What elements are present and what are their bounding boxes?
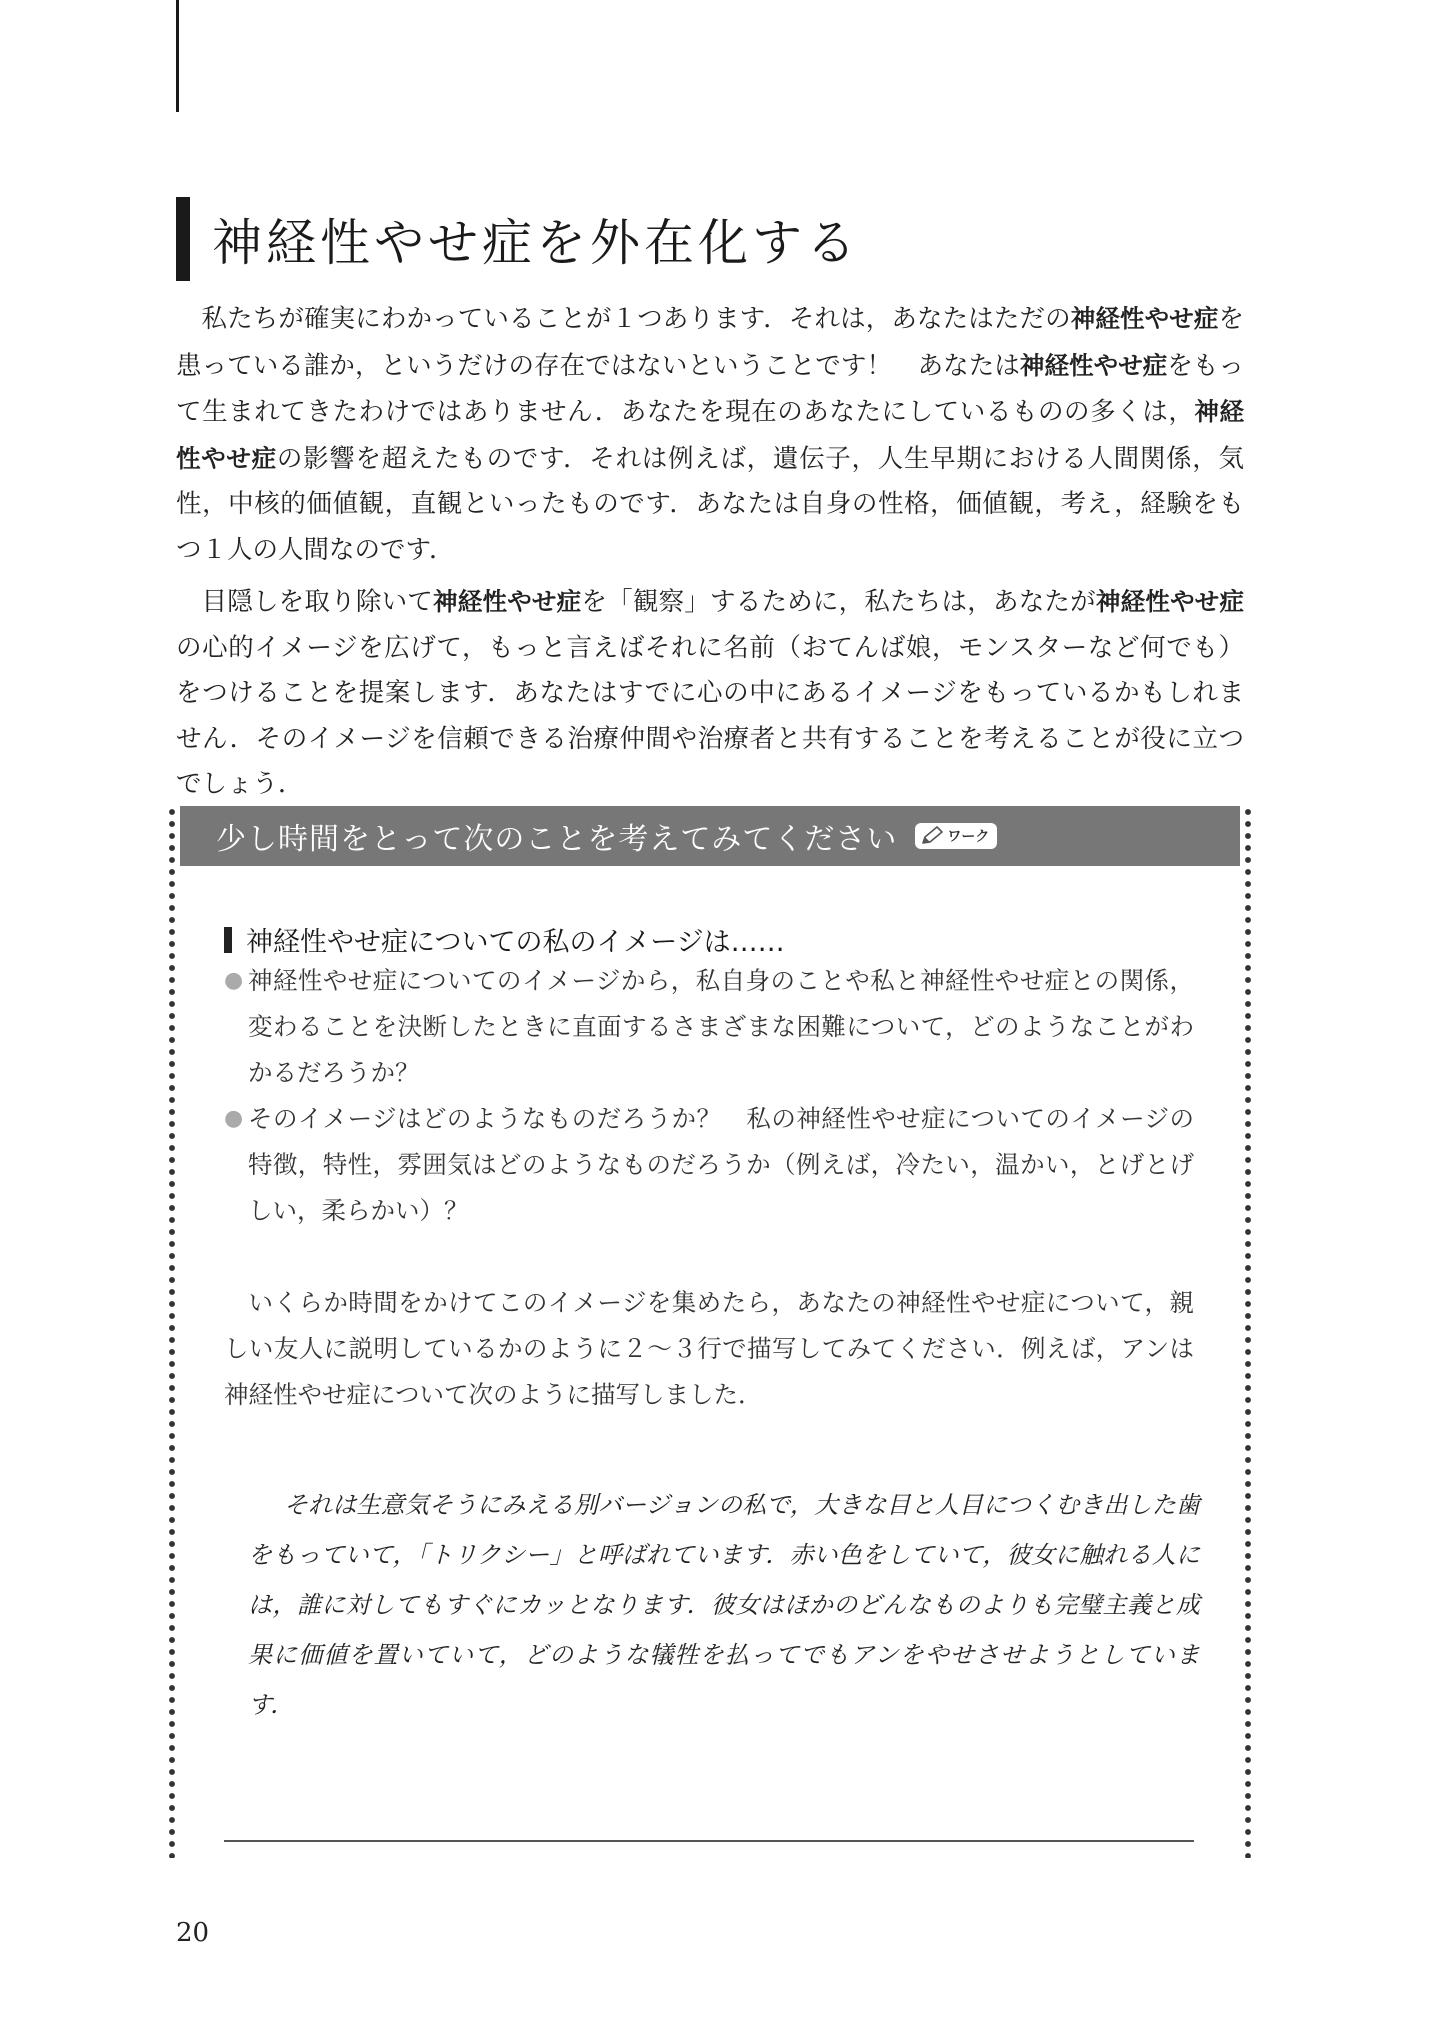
emphasis-term: 神経性やせ症 — [1070, 304, 1219, 333]
list-item — [224, 1096, 1194, 1234]
emphasis-term: 神経性やせ症 — [1019, 350, 1168, 380]
work-bullets — [224, 958, 1194, 1234]
section-title: 神経性やせ症を外在化する — [212, 214, 860, 272]
work-instruction: いくらか時間をかけてこのイメージを集めたら，あなたの神経性やせ症について，親しい友人に説明しているかのように２～３行で描写してみてください．例えば，アンは神経性やせ症について次のように描写しました． — [224, 1288, 1194, 1409]
bullet-marker: ● — [224, 968, 244, 993]
text-run: を「観察」するために，私たちは，あなたが — [581, 587, 1096, 617]
list-item — [224, 958, 1194, 1096]
dotted-border-left — [168, 806, 176, 1858]
page-edge-tab — [176, 0, 179, 112]
section-heading — [176, 197, 860, 281]
text-run: の影響を超えたものです．それは例えば，遺伝子，人生早期における人間関係，気性，中核的価値観，直観といったものです．あなたは自身の性格，価値観，考え，経験をもつ１人の人間なのです． — [176, 443, 1244, 565]
work-badge — [915, 823, 997, 849]
sub-heading-bar — [224, 927, 232, 953]
sub-heading-text: 神経性やせ症についての私のイメージは…… — [246, 927, 785, 958]
work-header — [180, 806, 1240, 866]
heading-bar — [176, 197, 190, 281]
dotted-border-right — [1244, 806, 1252, 1858]
intro-paragraph-2 — [176, 579, 1244, 808]
intro-paragraph-1-text — [176, 296, 1244, 573]
text-run: を患っている誰か，というだけの存在ではないということです！ あなたは — [176, 304, 1245, 381]
pencil-icon — [919, 825, 945, 847]
text-run: の心的イメージを広げて，もっと言えばそれに名前（おてんば娘，モンスターなど何でも）をつけることを提案します．あなたはすでに心の中にあるイメージをもっているかもしれません．そのイメージを信頼できる治療仲間や治療者と共有することを考えることが役に立つでしょう． — [176, 632, 1244, 799]
intro-paragraph-2-text — [176, 579, 1244, 808]
bullet-text: 神経性やせ症についてのイメージから，私自身のことや私と神経性やせ症との関係，変わることを決断したときに直面するさまざまな困難について，どのようなことがわかるだろうか？ — [248, 966, 1194, 1087]
bullet-text: そのイメージはどのようなものだろうか？ 私の神経性やせ症についてのイメージの特徴，特性，雰囲気はどのようなものだろうか（例えば，冷たい，温かい，とげとげしい，柔らかい）？ — [248, 1104, 1194, 1225]
emphasis-term: 神経性やせ症 — [176, 397, 1244, 473]
writing-line — [224, 1840, 1194, 1842]
handwritten-example: それは生意気そうにみえる別バージョンの私で，大きな目と人目につくむき出した歯をもっていて，「トリクシー」と呼ばれています．赤い色をしていて，彼女に触れる人には，誰に対してもすぐにカッとなります．彼女はほかのどんなものよりも完璧主義と成果に価値を置いていて，どのような犠牲を払ってでもアンをやせさせようとしています． — [248, 1491, 1200, 1719]
emphasis-term: 神経性やせ症 — [433, 587, 582, 616]
intro-paragraph-1 — [176, 296, 1244, 573]
work-box — [168, 806, 1252, 1858]
emphasis-term: 神経性やせ症 — [1095, 587, 1245, 616]
page-number: 20 — [176, 1918, 210, 1948]
text-run: 私たちが確実にわかっていることが１つあります．それは，あなたはただの — [201, 304, 1071, 334]
bullet-marker: ● — [224, 1106, 244, 1131]
work-badge-label: ワーク — [947, 826, 989, 846]
text-run: 目隠しを取り除いて — [201, 587, 434, 617]
work-title: 少し時間をとって次のことを考えてみてください — [216, 822, 898, 857]
work-sub-heading — [224, 920, 785, 959]
text-run: をもって生まれてきたわけではありません．あなたを現在のあなたにしているものの多くは， — [176, 350, 1244, 427]
